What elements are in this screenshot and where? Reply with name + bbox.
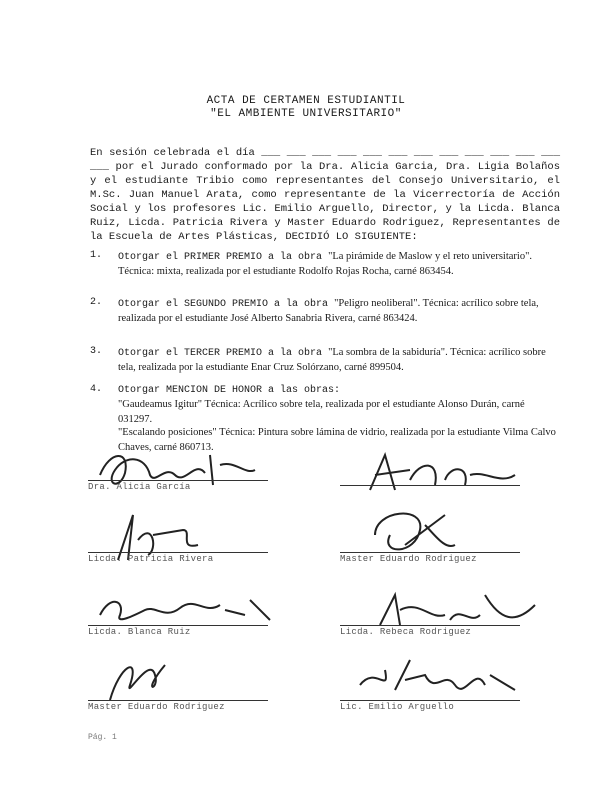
- award-item-honor: [118, 384, 558, 428]
- signature-line: [340, 485, 520, 486]
- signature-line: [340, 625, 520, 626]
- signature-line: [88, 625, 268, 626]
- signer-name: Master Eduardo Rodriguez: [340, 554, 477, 564]
- award-item-second: [118, 297, 558, 327]
- signature-scribble: [100, 645, 180, 705]
- signer-name: Lic. Emilio Arguello: [340, 702, 455, 712]
- item-number: 4.: [90, 384, 103, 395]
- signer-name: Licda. Rebeca Rodriguez: [340, 627, 472, 637]
- award-prefix: Otorgar MENCION DE HONOR a las obras:: [118, 385, 341, 396]
- document-subtitle: "EL AMBIENTE UNIVERSITARIO": [210, 108, 402, 120]
- signer-name: Dra. Alicia García: [88, 482, 191, 492]
- award-detail: "La sombra de la sabiduría". Técnica: acrílico sobre tela, realizada por la estudiante Enar Cruz Solórzano, carné 899504.: [118, 347, 546, 373]
- signer-name: Licda. Blanca Ruiz: [88, 627, 191, 637]
- signature-scribble: [350, 450, 520, 500]
- intro-paragraph: En sesión celebrada el día ___ ___ ___ ___ ___ ___ ___ ___ ___ ___ ___ ___ ___ por el Jurado conformado por la Dra. Alicia Garcia, Dra. Ligia Bolaños y el estudiante Tribio como representantes del Consejo Universitario, el M.Sc. Juan Manuel Arata, como representante de la Vicerrectoría de Acción Social y los profesores Lic. Emilio Arguello, Director, y la Licda. Blanca Ruiz, Licda. Patricia Rivera y Master Eduardo Rodriguez, Representantes de la Escuela de Artes Plásticas, DECIDIÓ LO SIGUIENTE:: [90, 147, 560, 243]
- award-detail: "La pirámide de Maslow y el reto universitario". Técnica: mixta, realizada por el estudiante Rodolfo Rojas Rocha, carné 863454.: [118, 251, 532, 277]
- signature-scribble: [355, 655, 525, 700]
- award-detail: "Peligro neoliberal". Técnica: acrílico sobre tela, realizada por el estudiante José Alberto Sanabria Rivera, carné 863424.: [118, 298, 539, 324]
- award-detail: "Gaudeamus Igitur" Técnica: Acrílico sobre tela, realizada por el estudiante Alonso Durán, carné 031297.: [118, 399, 525, 425]
- signature-line: [340, 552, 520, 553]
- award-prefix: Otorgar el TERCER PREMIO a la obra: [118, 348, 323, 359]
- page-footer: Pág. 1: [88, 733, 117, 742]
- award-detail: "Escalando posiciones" Técnica: Pintura sobre lámina de vidrio, realizada por la estudiante Vilma Calvo Chaves, carné 860713.: [118, 427, 556, 453]
- signature-line: [88, 552, 268, 553]
- signature-line: [88, 480, 268, 481]
- item-number: 2.: [90, 297, 103, 308]
- signer-name: Master Eduardo Rodriguez: [88, 702, 225, 712]
- signer-name: Licda. Patricia Rivera: [88, 554, 214, 564]
- signature-line: [340, 700, 520, 701]
- award-item-third: [118, 346, 558, 376]
- document-title: ACTA DE CERTAMEN ESTUDIANTIL: [206, 95, 406, 107]
- item-number: 3.: [90, 346, 103, 357]
- award-prefix: Otorgar el SEGUNDO PREMIO a la obra: [118, 299, 329, 310]
- signature-line: [88, 700, 268, 701]
- award-prefix: Otorgar el PRIMER PREMIO a la obra: [118, 252, 323, 263]
- award-item-first: [118, 250, 558, 280]
- item-number: 1.: [90, 250, 103, 261]
- signature-scribble: [95, 590, 275, 630]
